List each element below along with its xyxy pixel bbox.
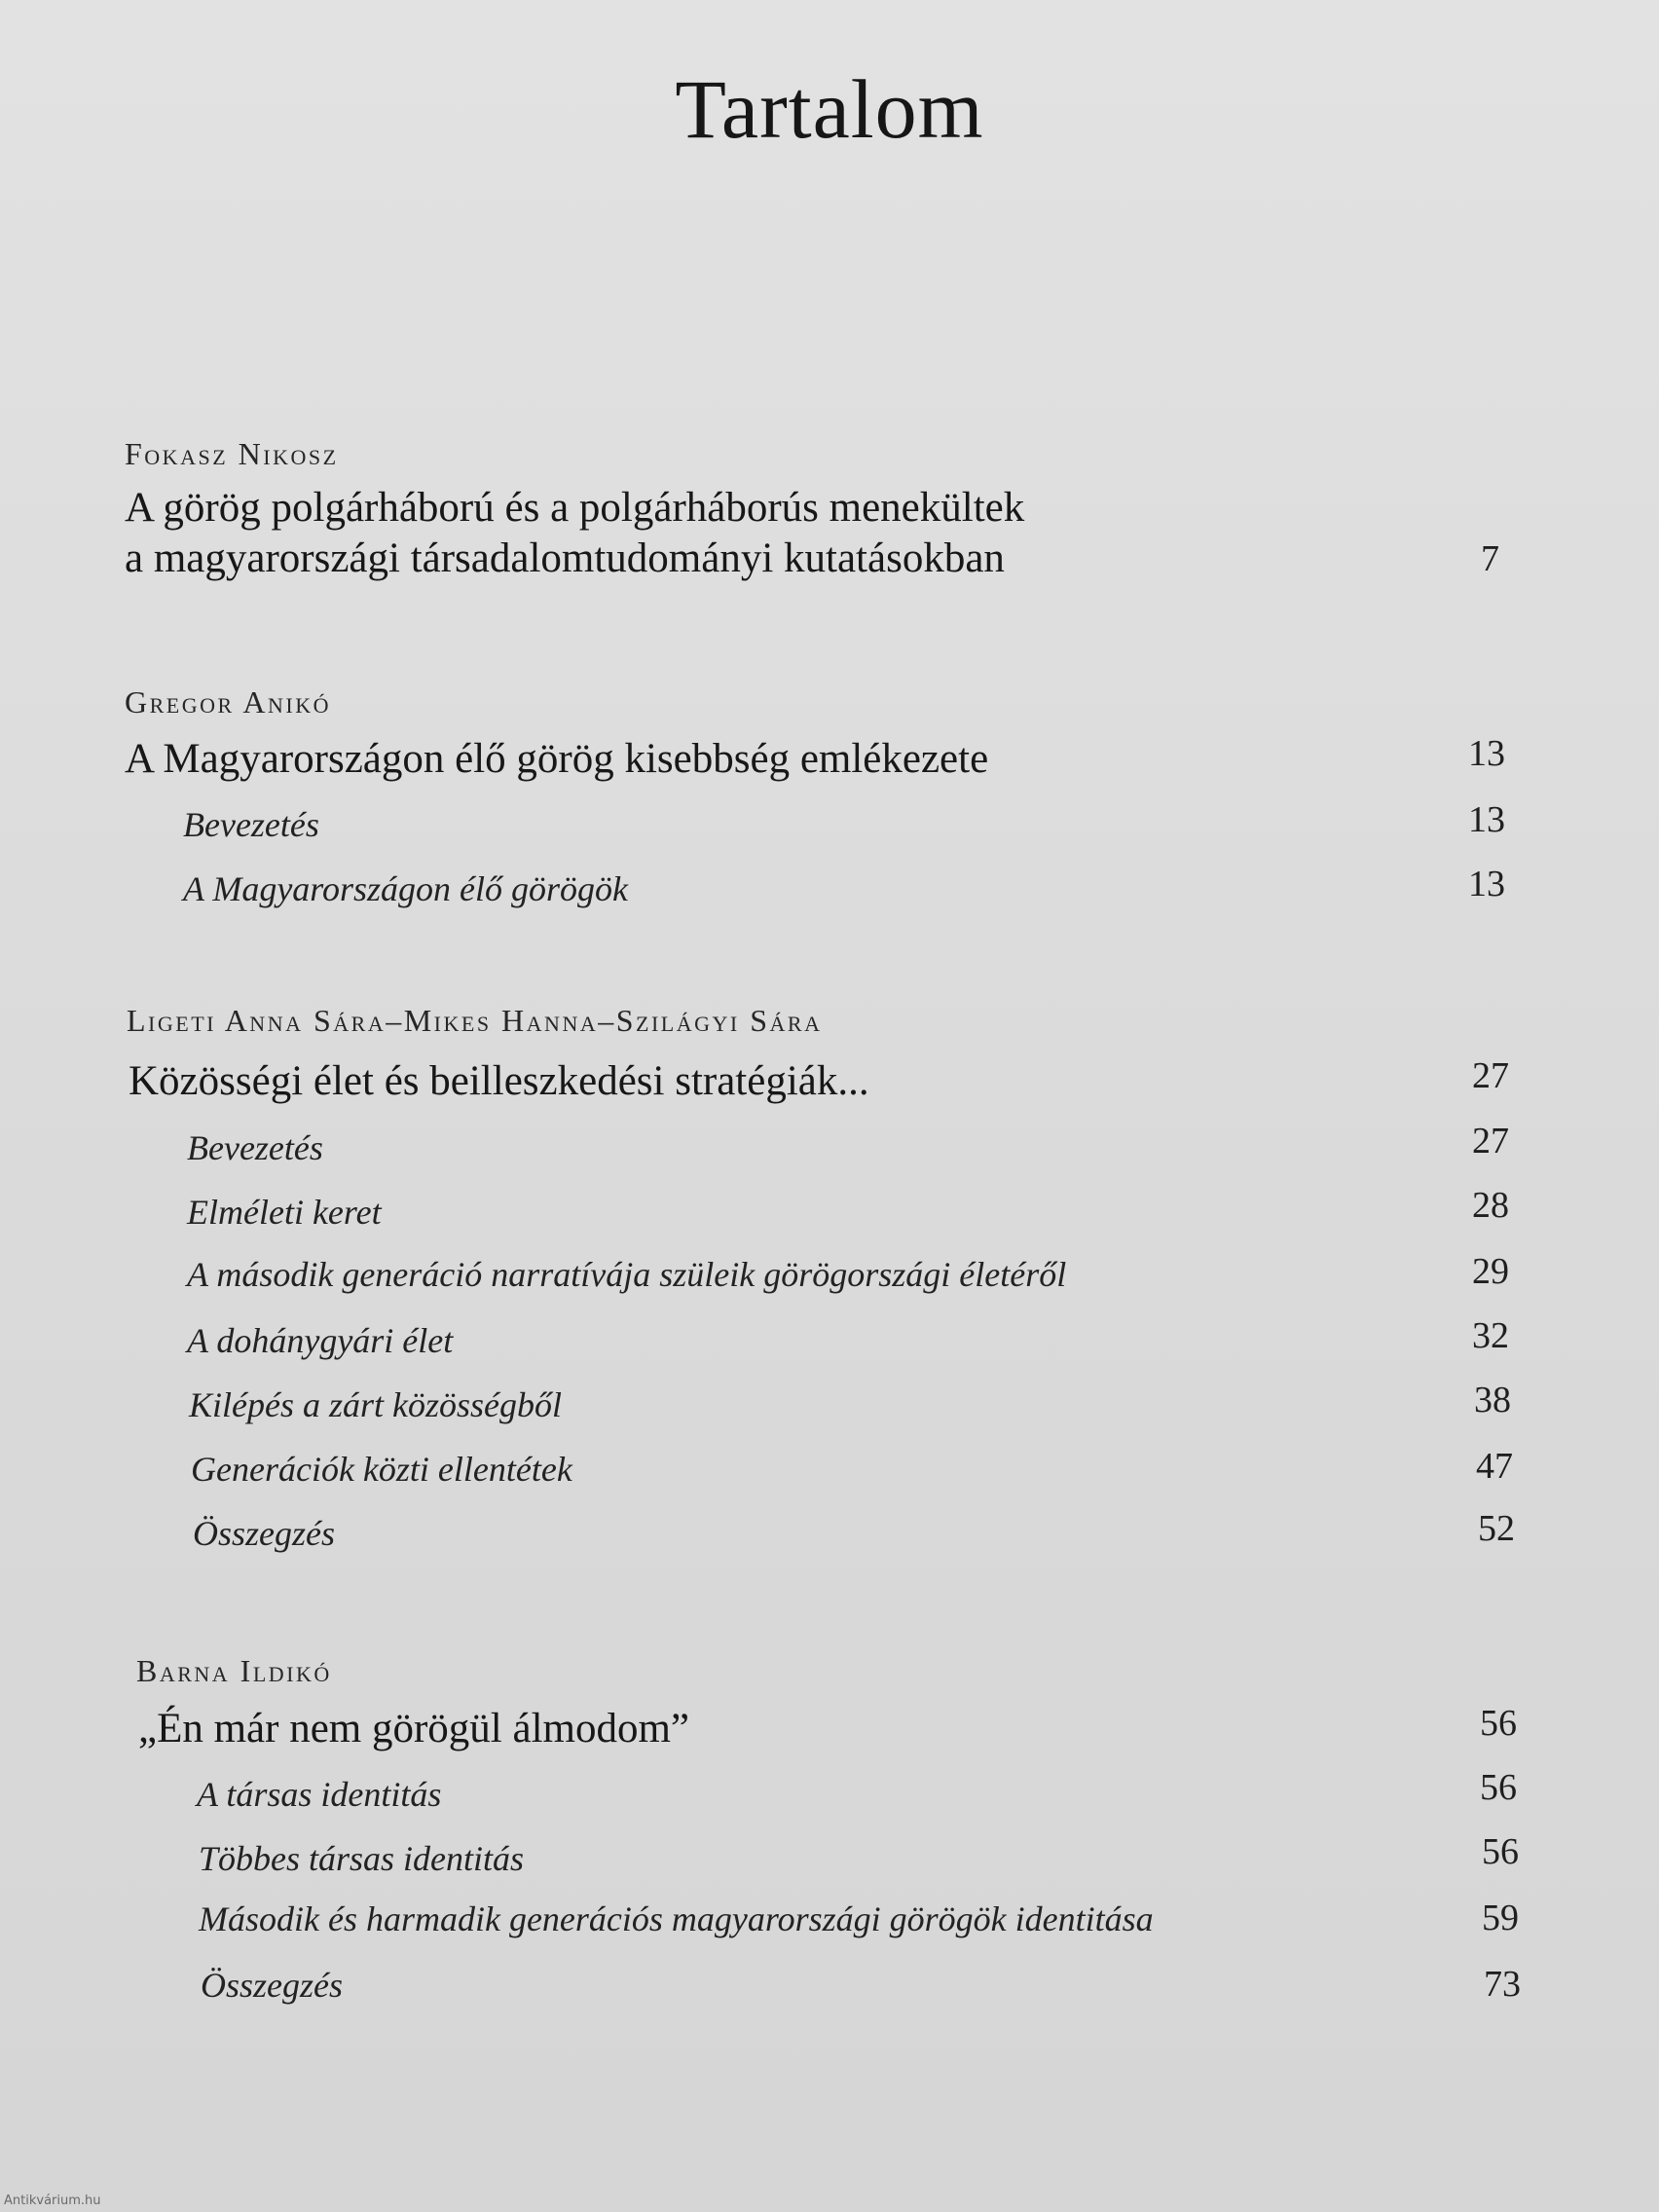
subsection-page-number: 13 [1468, 799, 1505, 840]
subsection-title: Összegzés [193, 1514, 336, 1553]
subsection-title: Második és harmadik generációs magyarországi görögök identitása [199, 1899, 1154, 1938]
section-author: Ligeti Anna Sára–Mikes Hanna–Szilágyi Sára [127, 1003, 823, 1038]
chapter-title-line: a magyarországi társadalomtudományi kutatásokban [125, 535, 1005, 581]
subsection-title: Bevezetés [183, 805, 319, 844]
chapter-title-line: A görög polgárháború és a polgárháborús menekültek [125, 485, 1025, 531]
chapter-title: Közösségi élet és beilleszkedési stratégiák... [129, 1058, 869, 1104]
subsection-page-number: 29 [1472, 1251, 1509, 1292]
section-author: Gregor Anikó [125, 684, 332, 719]
subsection-page-number: 56 [1480, 1767, 1517, 1808]
subsection-title: A dohánygyári élet [187, 1321, 454, 1360]
watermark-text: Antikvárium.hu [4, 2194, 101, 2208]
section-author: Fokasz Nikosz [125, 436, 339, 471]
subsection-title: Elméleti keret [187, 1193, 382, 1232]
chapter-title: A Magyarországon élő görög kisebbség emlékezete [125, 736, 989, 782]
section-author: Barna Ildikó [136, 1653, 332, 1688]
chapter-page-number: 13 [1468, 733, 1505, 774]
chapter-page-number: 27 [1472, 1055, 1509, 1096]
subsection-page-number: 13 [1468, 864, 1505, 904]
subsection-page-number: 28 [1472, 1185, 1509, 1226]
subsection-title: Kilépés a zárt közösségből [189, 1385, 562, 1424]
subsection-page-number: 27 [1472, 1121, 1509, 1161]
chapter-page-number: 7 [1481, 538, 1499, 579]
subsection-title: Többes társas identitás [199, 1839, 525, 1878]
subsection-title: Bevezetés [187, 1128, 323, 1167]
page-title: Tartalom [675, 62, 984, 156]
subsection-title: A Magyarországon élő görögök [183, 869, 628, 908]
subsection-page-number: 59 [1482, 1898, 1519, 1938]
subsection-title: Generációk közti ellentétek [191, 1450, 572, 1489]
subsection-page-number: 47 [1476, 1446, 1513, 1487]
chapter-page-number: 56 [1480, 1703, 1517, 1744]
subsection-page-number: 52 [1478, 1508, 1515, 1549]
subsection-title: Összegzés [201, 1966, 344, 2005]
subsection-page-number: 56 [1482, 1831, 1519, 1872]
subsection-page-number: 73 [1484, 1964, 1521, 2005]
subsection-page-number: 32 [1472, 1315, 1509, 1356]
chapter-title: „Én már nem görögül álmodom” [138, 1706, 690, 1751]
subsection-title: A második generáció narratívája szüleik görögországi életéről [187, 1255, 1067, 1294]
subsection-page-number: 38 [1474, 1380, 1511, 1420]
subsection-title: A társas identitás [197, 1775, 442, 1814]
